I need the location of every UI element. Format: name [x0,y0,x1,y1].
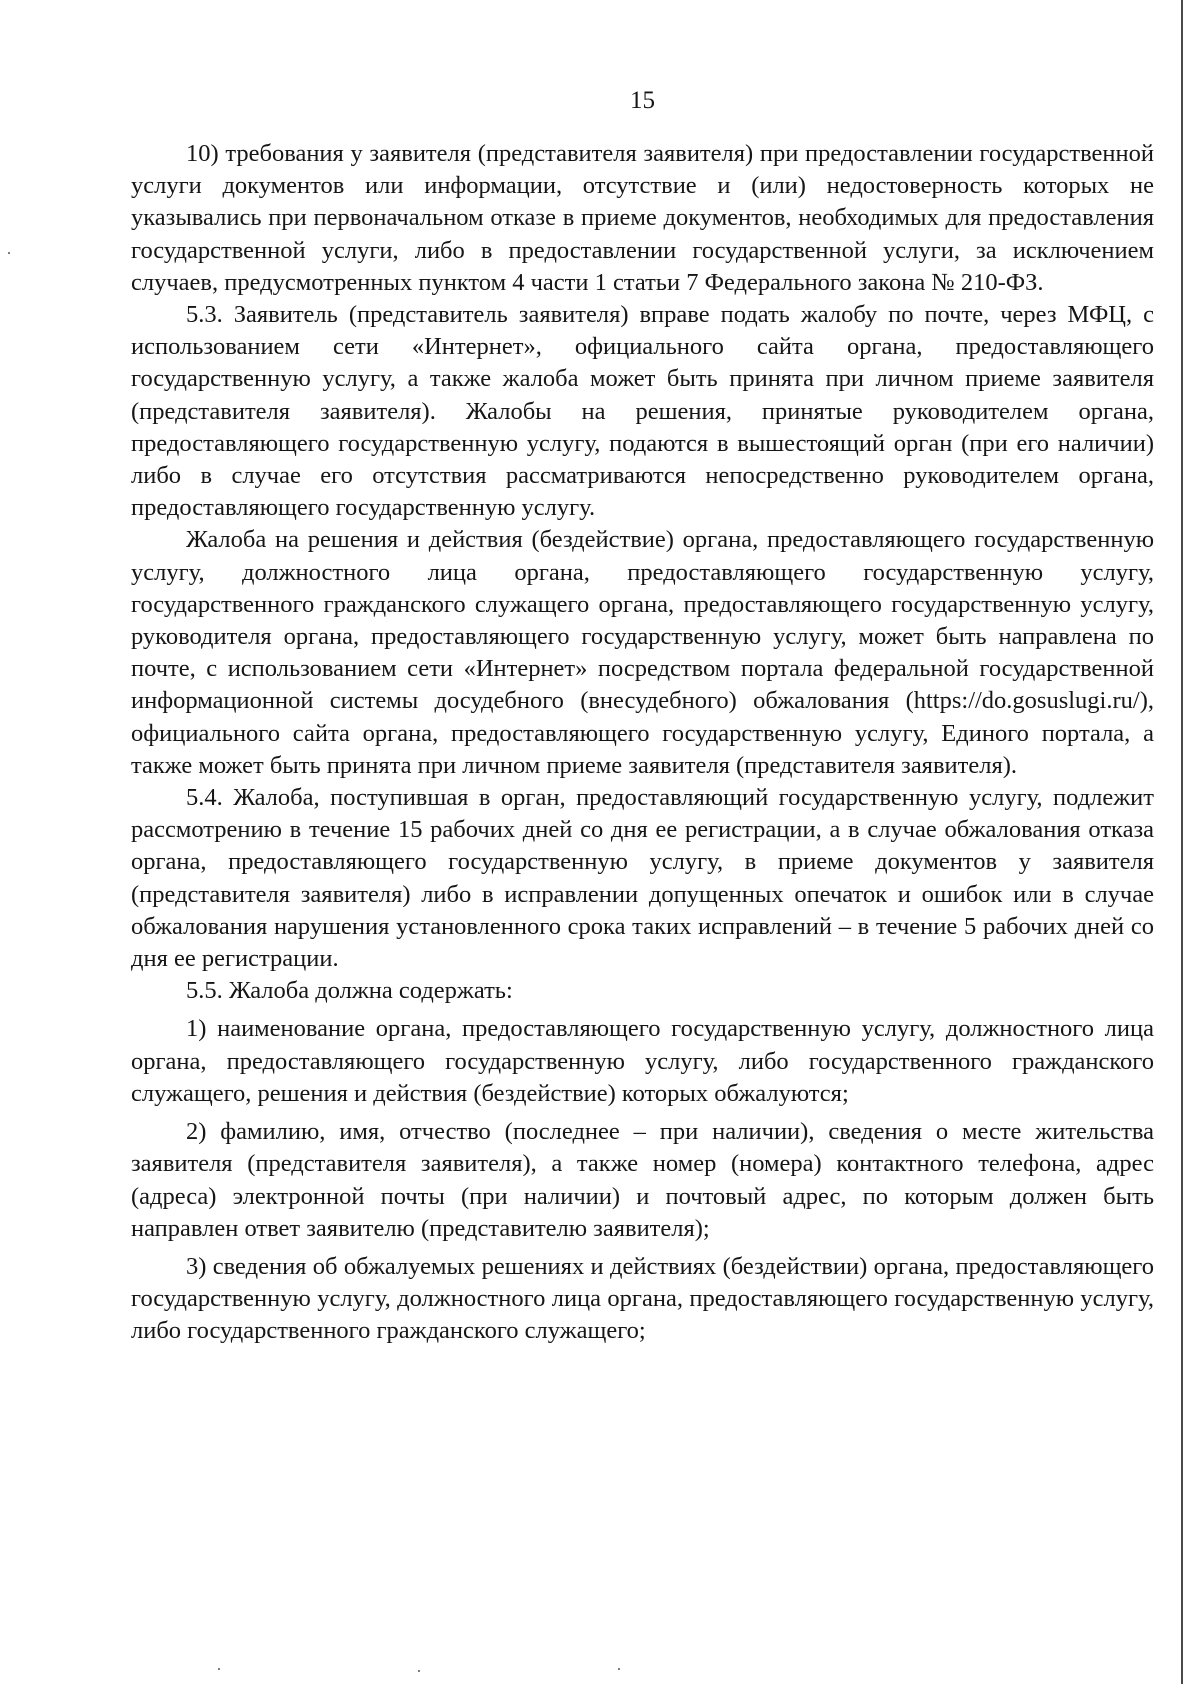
paragraph-5-4: 5.4. Жалоба, поступившая в орган, предоставляющий государственную услугу, подлежит рассмотрению в течение 15 рабочих дней со дня ее регистрации, а в случае обжалования отказа органа, предоставляющего государственную услугу, в приеме документов у заявителя (представителя заявителя) либо в исправлении допущенных опечаток и ошибок или в случае обжалования нарушения установленного срока таких исправлений – в течение 5 рабочих дней со дня ее регистрации. [131,784,1154,973]
paragraph-5-5: 5.5. Жалоба должна содержать: [186,977,513,1005]
scan-speck [418,1670,420,1672]
paragraph-5-3: 5.3. Заявитель (представитель заявителя) вправе подать жалобу по почте, через МФЦ, с использованием сети «Интернет», официального сайта органа, предоставляющего государственную услугу, а также жалоба может быть принята при личном приеме заявителя (представителя заявителя). Жалобы на решения, принятые руководителем органа, предоставляющего государственную услугу, подаются в вышестоящий орган (при его наличии) либо в случае его отсутствия рассматриваются непосредственно руководителем органа, предоставляющего государственную услугу. [131,301,1154,522]
body-text [131,138,1154,1348]
list-item-1: 1) наименование органа, предоставляющего государственную услугу, должностного лица органа, предоставляющего государственную услугу, либо государственного гражданского служащего, решения и действия (бездействие) которых обжалуются; [131,1015,1154,1107]
scan-speck [218,1668,220,1670]
paragraph-complaint-channels: Жалоба на решения и действия (бездействие) органа, предоставляющего государственную услугу, должностного лица органа, предоставляющего государственную услугу, государственного гражданского служащего органа, предоставляющего государственную услугу, руководителя органа, предоставляющего государственную услугу, может быть направлена по почте, с использованием сети «Интернет» посредством портала федеральной государственной информационной системы досудебного (внесудебного) обжалования (https://do.gosuslugi.ru/), официального сайта органа, предоставляющего государственную услугу, Единого портала, а также может быть принята при личном приеме заявителя (представителя заявителя). [131,526,1154,779]
page-number: 15 [630,87,655,114]
scan-edge-line [1181,0,1183,1684]
list-item-3: 3) сведения об обжалуемых решениях и действиях (бездействии) органа, предоставляющего государственную услугу, должностного лица органа, предоставляющего государственную услугу, либо государственного гражданского служащего; [131,1252,1154,1345]
scan-speck [618,1668,620,1670]
list-item-2: 2) фамилию, имя, отчество (последнее – при наличии), сведения о месте жительства заявителя (представителя заявителя), а также номер (номера) контактного телефона, адрес (адреса) электронной почты (при наличии) и почтовый адрес, по которым должен быть направлен ответ заявителю (представителю заявителя); [131,1118,1154,1242]
scan-speck [8,252,10,254]
paragraph-item-10: 10) требования у заявителя (представителя заявителя) при предоставлении государственной услуги документов или информации, отсутствие и (или) недостоверность которых не указывались при первоначальном отказе в приеме документов, необходимых для предоставления государственной услуги, либо в предоставлении государственной услуги, за исключением случаев, предусмотренных пунктом 4 части 1 статьи 7 Федерального закона № 210-ФЗ. [131,140,1154,296]
